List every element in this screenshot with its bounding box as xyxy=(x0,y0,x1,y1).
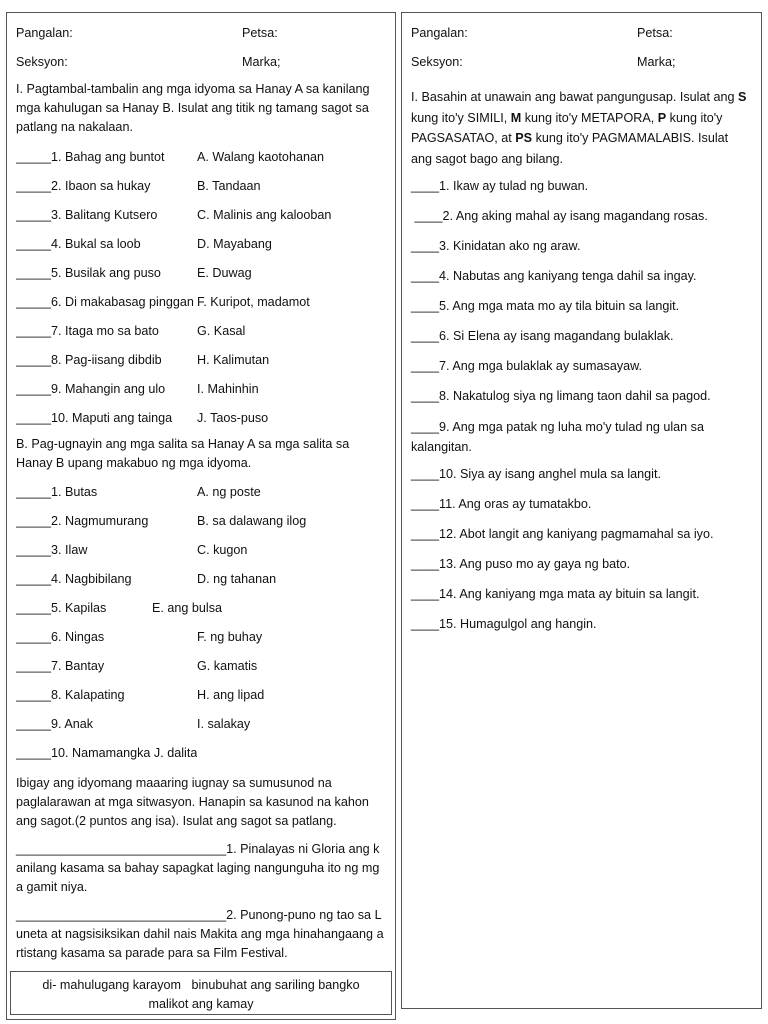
part-c-instruction: Ibigay ang idyomang maaaring iugnay sa sumusunod na paglalarawan at mga sitwasyon. Hanapin sa kasunod na kahon ang sagot.(2 puntos ang isa). Isulat ang sagot sa patlang. xyxy=(16,776,369,828)
column-a-item: _____8. Kalapating xyxy=(16,688,125,702)
match-row xyxy=(16,143,386,172)
column-a-item: _____4. Bukal sa loob xyxy=(16,237,141,251)
column-a-item: _____10. Namamangka J. dalita xyxy=(16,746,198,760)
match-row xyxy=(16,652,386,681)
column-b-item: A. ng poste xyxy=(197,485,261,499)
situation-item: ______________________________2. Punong-puno ng tao sa Luneta at nagsisiksikan dahil nais Makita ang mga hinahangaang artistang kasama sa parade para sa Film Festival. xyxy=(16,908,384,960)
column-a-item: _____6. Di makabasag pinggan xyxy=(16,295,194,309)
sentence-item: ____11. Ang oras ay tumatakbo. xyxy=(411,497,592,511)
choices-line-2: malikot ang kamay xyxy=(148,997,254,1011)
column-b-item: I. salakay xyxy=(197,717,251,731)
column-a-item: _____2. Nagmumurang xyxy=(16,514,149,528)
sentence-item: ____7. Ang mga bulaklak ay sumasayaw. xyxy=(411,359,643,373)
column-a-item: _____5. Kapilas xyxy=(16,601,107,615)
instruction xyxy=(411,87,752,169)
column-a-item: _____5. Busilak ang puso xyxy=(16,266,161,280)
score-label: Marka; xyxy=(637,55,676,69)
column-b-item: H. Kalimutan xyxy=(197,353,270,367)
match-row xyxy=(16,201,386,230)
match-row xyxy=(16,565,386,594)
letter-s: S xyxy=(737,90,747,104)
match-row xyxy=(16,594,386,623)
match-row xyxy=(16,317,386,346)
column-b-item: A. Walang kaotohanan xyxy=(197,150,324,164)
letter-p: P xyxy=(657,110,667,125)
date-label: Petsa: xyxy=(242,26,278,40)
column-b-item: C. kugon xyxy=(197,543,248,557)
match-row xyxy=(16,478,386,507)
column-b-item: D. Mayabang xyxy=(197,237,272,251)
column-b-item: F. ng buhay xyxy=(197,630,263,644)
worksheet-left xyxy=(6,12,396,1020)
worksheet-right xyxy=(401,12,762,1009)
column-b-item: F. Kuripot, madamot xyxy=(197,295,310,309)
column-b-item: G. Kasal xyxy=(197,324,246,338)
column-a-item: _____7. Itaga mo sa bato xyxy=(16,324,159,338)
letter-m: M xyxy=(510,110,522,125)
section-label: Seksyon: xyxy=(411,55,463,69)
column-b-item: H. ang lipad xyxy=(197,688,265,702)
sentence-item: ____15. Humagulgol ang hangin. xyxy=(411,617,597,631)
part-a-list xyxy=(16,143,386,433)
letter-ps: PS xyxy=(515,131,533,145)
match-row xyxy=(16,172,386,201)
sentence-item: ____8. Nakatulog siya ng limang taon dahil sa pagod. xyxy=(411,389,711,403)
column-b-item: B. sa dalawang ilog xyxy=(197,514,307,528)
sentence-item: ____1. Ikaw ay tulad ng buwan. xyxy=(411,179,589,193)
column-a-item: _____3. Ilaw xyxy=(16,543,88,557)
sentence-item: ____12. Abot langit ang kaniyang pagmamahal sa iyo. xyxy=(411,527,714,541)
match-row xyxy=(16,288,386,317)
sentence-item: ____2. Ang aking mahal ay isang magandang rosas. xyxy=(411,209,708,223)
column-a-item: _____2. Ibaon sa hukay xyxy=(16,179,151,193)
name-label: Pangalan: xyxy=(411,26,468,40)
sentence-item: ____14. Ang kaniyang mga mata ay bituin sa langit. xyxy=(411,587,700,601)
match-row xyxy=(16,507,386,536)
column-b-item: J. Taos-puso xyxy=(197,411,269,425)
column-b-item: E. ang bulsa xyxy=(152,601,223,615)
match-row xyxy=(16,230,386,259)
sentence-list xyxy=(411,177,752,637)
sentence-item: ____4. Nabutas ang kaniyang tenga dahil sa ingay. xyxy=(411,269,697,283)
column-a-item: _____9. Anak xyxy=(16,717,94,731)
column-b-item: G. kamatis xyxy=(197,659,258,673)
match-row xyxy=(16,710,386,739)
header-row-1 xyxy=(16,19,386,48)
sentence-item: ____10. Siya ay isang anghel mula sa langit. xyxy=(411,467,661,481)
match-row xyxy=(16,259,386,288)
column-a-item: _____4. Nagbibilang xyxy=(16,572,132,586)
column-a-item: _____3. Balitang Kutsero xyxy=(16,208,158,222)
column-a-item: _____1. Butas xyxy=(16,485,98,499)
column-a-item: _____10. Maputi ang tainga xyxy=(16,411,173,425)
instruction-text: I. Basahin at unawain ang bawat pangungusap. Isulat ang xyxy=(411,90,738,104)
section-label: Seksyon: xyxy=(16,55,68,69)
column-b-item: B. Tandaan xyxy=(197,179,261,193)
column-a-item: _____1. Bahag ang buntot xyxy=(16,150,165,164)
column-b-item: D. ng tahanan xyxy=(197,572,277,586)
sentence-item: ____5. Ang mga mata mo ay tila bituin sa langit. xyxy=(411,299,680,313)
sentence-item: ____9. Ang mga patak ng luha mo'y tulad ng ulan sa kalangitan. xyxy=(411,420,704,454)
situation-item: ______________________________1. Pinalayas ni Gloria ang kanilang kasama sa bahay sapagkat laging nangunguha ito ng mga gamit niya. xyxy=(16,842,380,894)
column-b-item: E. Duwag xyxy=(197,266,252,280)
part-a-instruction: I. Pagtambal-tambalin ang mga idyoma sa Hanay A sa kanilang mga kahulugan sa Hanay B. Isulat ang titik ng tamang sagot sa patlang na nakalaan. xyxy=(16,82,370,134)
match-row xyxy=(16,739,386,768)
column-a-item: _____7. Bantay xyxy=(16,659,105,673)
date-label: Petsa: xyxy=(637,26,673,40)
instruction-text: kung ito'y METAPORA, xyxy=(521,110,658,125)
header-row-1 xyxy=(411,19,752,48)
header-row-2 xyxy=(411,48,752,77)
column-a-item: _____8. Pag-iisang dibdib xyxy=(16,353,162,367)
instruction-text: kung ito'y SIMILI, xyxy=(411,110,511,125)
match-row xyxy=(16,681,386,710)
name-label: Pangalan: xyxy=(16,26,73,40)
part-b-instruction: B. Pag-ugnayin ang mga salita sa Hanay A sa mga salita sa Hanay B upang makabuo ng mga idyoma. xyxy=(16,437,350,470)
match-row xyxy=(16,623,386,652)
match-row xyxy=(16,536,386,565)
column-a-item: _____9. Mahangin ang ulo xyxy=(16,382,166,396)
header-row-2 xyxy=(16,48,386,77)
column-a-item: _____6. Ningas xyxy=(16,630,105,644)
instruction-text: kung ito'y PAGMAMALABIS. Isulat ang sagot bago ang bilang. xyxy=(411,131,729,166)
match-row xyxy=(16,375,386,404)
choices-line-1: di- mahulugang karayom binubuhat ang sariling bangko xyxy=(42,978,360,992)
part-b-list xyxy=(16,478,386,768)
sentence-item: ____6. Si Elena ay isang magandang bulaklak. xyxy=(411,329,674,343)
sentence-item: ____13. Ang puso mo ay gaya ng bato. xyxy=(411,557,631,571)
column-b-item: C. Malinis ang kalooban xyxy=(197,208,332,222)
sentence-item: ____3. Kinidatan ako ng araw. xyxy=(411,239,581,253)
column-b-item: I. Mahinhin xyxy=(197,382,259,396)
match-row xyxy=(16,346,386,375)
answer-choices-box xyxy=(10,971,392,1015)
score-label: Marka; xyxy=(242,55,281,69)
match-row xyxy=(16,404,386,433)
instruction-text: kung ito'y PAGSASATAO, at xyxy=(411,110,723,145)
